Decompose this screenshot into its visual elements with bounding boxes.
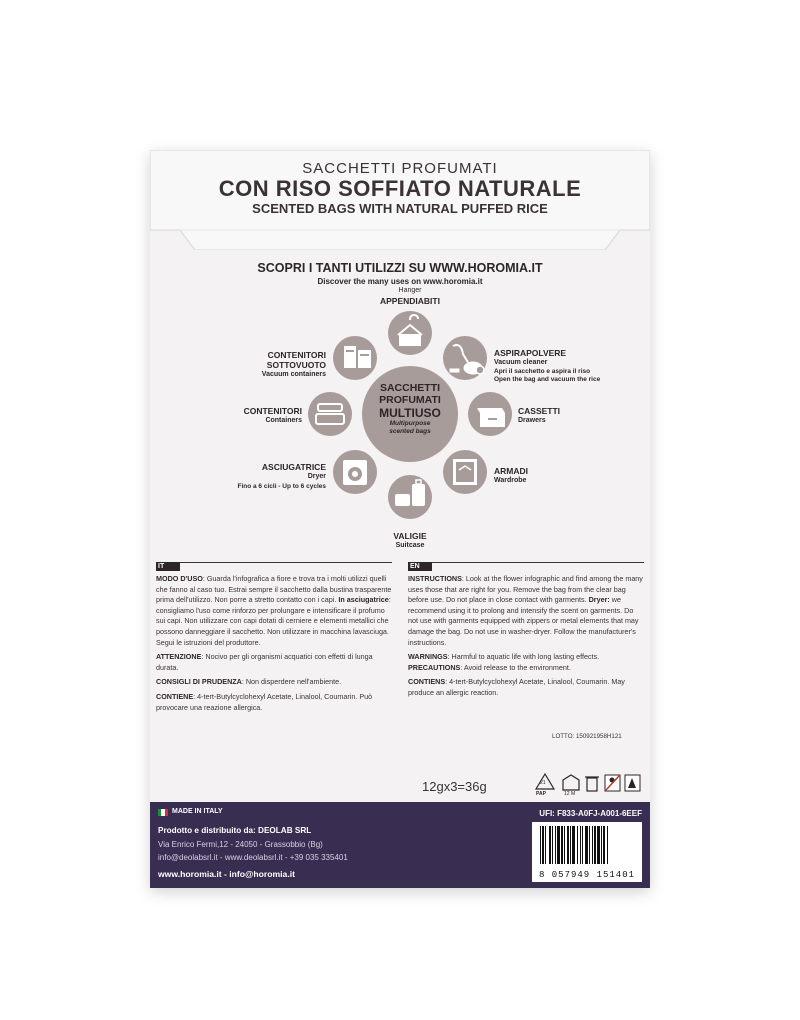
english-text: INSTRUCTIONS: Look at the flower infographic and find among the many uses those that are right for you. Remove the bag from the clear bag before use. Do not place in close contact with garments. Dryer: we recommend using it to prolong and intensify the scent on garments. Do not use with garments equipped with zippers or metal elements that may damage the bag. Do not use in washer-dryer. Follow the manufacturer's instructions. WARNINGS: Harmful to aquatic life with long lasting effects. PRECAUTIONS: Avoid release to the environment. CONTIENS: 4-tert-Butylcyclohexyl Acetate, Linalool, Coumarin. May produce an allergic reaction. [408,574,643,697]
barcode-bar [545,826,546,864]
recycle-material: PAP [536,791,546,797]
en-rule [408,562,644,563]
label-containers: CONTENITORI Containers [243,406,302,424]
barcode-bar [555,826,556,864]
en-tag: EN [408,562,432,571]
dryer-icon [343,460,367,485]
barcode-bar [585,826,588,864]
flower-infographic [150,287,650,560]
barcode-bar [552,826,553,864]
title-line-3: SCENTED BAGS WITH NATURAL PUFFED RICE [252,201,548,216]
barcode-bar [564,826,565,864]
wardrobe-icon [453,459,477,485]
barcode-bar [597,826,600,864]
producer: Prodotto e distribuito da: DEOLAB SRL [158,826,312,835]
barcode-bar [557,826,560,864]
bin-icon [585,777,599,791]
barcode-bar [592,826,593,864]
barcode [532,822,642,882]
center-sub-1: Multipurpose [389,420,431,427]
net-weight: 12gx3=36g [422,779,487,794]
drawer-icon [477,408,505,427]
title-line-2: CON RISO SOFFIATO NATURALE [218,176,582,201]
barcode-bar [567,826,569,864]
italy-flag-icon [158,809,168,816]
recycling-icons [535,772,645,802]
label-vacuum: ASPIRAPOLVERE Vacuum cleaner Apri il sacchetto e aspira il riso Open the bag and vacuum the rice [494,348,601,383]
it-tag: IT [156,562,180,571]
shelf-life-icon [563,775,579,790]
barcode-bar [594,826,596,864]
barcode-bar [540,826,541,864]
child-warning-icon [605,775,620,791]
shelf-life: 12 M [564,791,576,797]
discover-heading: SCOPRI I TANTI UTILIZZI SU WWW.HOROMIA.IT [257,261,543,275]
label-suitcase: VALIGIE Suitcase [393,531,427,549]
lot-number: LOTTO: 150921958H121 [552,733,622,740]
center-line-1: SACCHETTI [379,382,441,394]
label-wardrobe: ARMADI Wardrobe [494,466,528,484]
label-drawers: CASSETTI Drawers [518,406,561,424]
barcode-bar [542,826,544,864]
title-line-1: SACCHETTI PROFUMATI [302,160,498,177]
label-hanger: Hanger APPENDIABITI [380,287,440,306]
italian-text: MODO D'USO: Guarda l'infografica a fiore e trova tra i molti utilizzi quelli che fanno al caso tuo. Estrai sempre il sacchetto dalla bustina trasparente prima dell'utilizzo. Non porre a stretto contatto con i capi. In asciugatrice: consigliamo l'uso come rinforzo per prolungare e intensificare il profumo sui capi. Non utilizzare con capi dotati di cerniere e elementi metallici che possono danneggiare il sacchetto. Non utilizzare in macchina lavasciuga. Segui le istruzioni del produttore. ATTENZIONE: Nocivo per gli organismi acquatici con effetti di lunga durata. CONSIGLI DI PRUDENZA: Non disperdere nell'ambiente. CONTIENE: 4-tert-Butylcyclohexyl Acetate, Linalool, Coumarin. Può provocare una reazione allergica. [156,574,392,712]
barcode-bar [603,826,605,864]
barcode-bar [580,826,581,864]
label-dryer: ASCIUGATRICE Dryer Fino a 6 cicli - Up to 6 cycles [237,462,326,490]
ufi-code: UFI: F833-A0FJ-A001-6EEF [539,809,642,818]
made-in-italy: MADE IN ITALY [172,808,223,815]
label-vacuum-containers: CONTENITORI SOTTOVUOTO Vacuum containers [261,350,326,378]
barcode-bar [572,826,575,864]
center-line-2: PROFUMATI [379,394,441,406]
hazard-icon [625,775,640,791]
barcode-bar [570,826,571,864]
barcode-bar [582,826,583,864]
website: www.horomia.it - info@horomia.it [158,869,295,879]
barcode-bar [549,826,551,864]
barcode-bar [577,826,578,864]
barcode-number: 8 057949 151401 [538,870,635,880]
barcode-bar [561,826,563,864]
package-back [150,150,650,888]
barcode-bar [607,826,608,864]
barcode-bar [601,826,602,864]
center-line-3: MULTIUSO [379,406,441,420]
contact-info: info@deolabsrl.it - www.deolabsrl.it - +39 035 335401 [158,853,348,862]
recycle-code: 21 [540,780,546,786]
footer-band [150,802,650,888]
center-sub-2: scented bags [389,428,431,435]
barcode-bar [589,826,590,864]
address: Via Enrico Fermi,12 - 24050 - Grassobbio (Bg) [158,840,323,849]
discover-subheading: Discover the many uses on www.horomia.it [317,277,483,286]
package-flap [150,150,650,250]
it-rule [156,562,392,563]
